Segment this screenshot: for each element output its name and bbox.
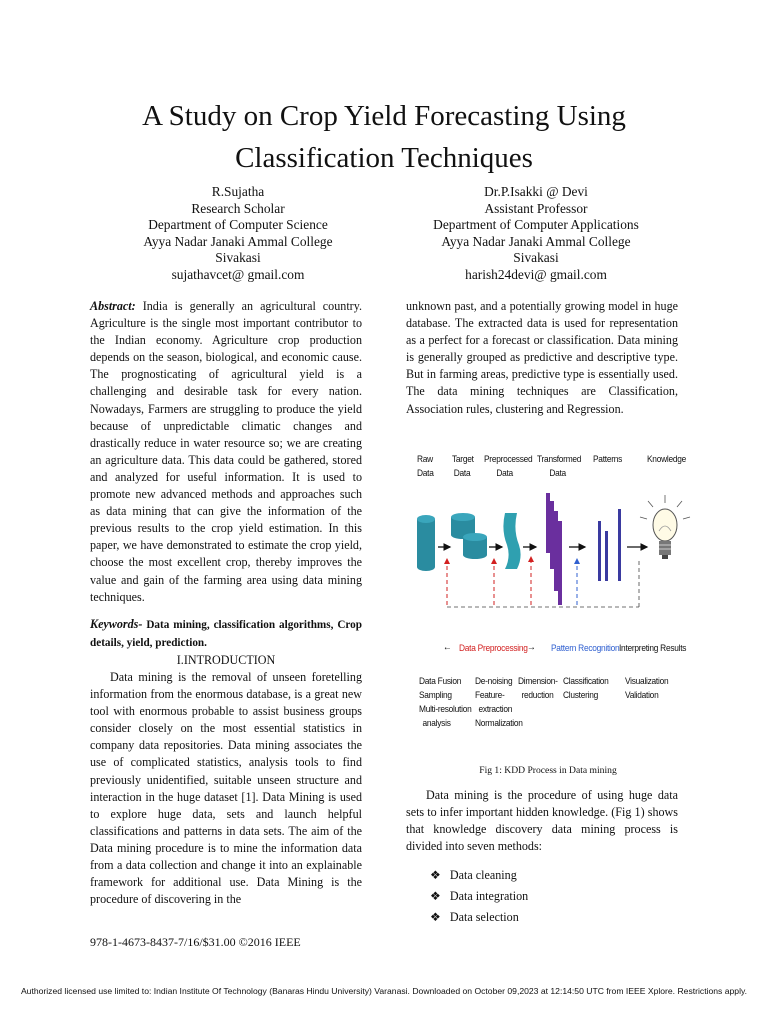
kdd-process-diagram	[403, 445, 693, 765]
label-knowledge: Knowledge	[647, 454, 686, 465]
bullet-item: ❖ Data integration	[430, 889, 529, 904]
title-line-2: Classification Techniques	[235, 142, 533, 174]
methods-bullet-list	[406, 865, 678, 928]
phase-data-preprocessing: Data Preprocessing	[459, 643, 528, 654]
phase-pattern-recognition: Pattern Recognition	[551, 643, 620, 654]
label-preprocessed-data: Preprocessed Data	[484, 454, 533, 479]
label-transformed-data: Transformed Data	[537, 454, 582, 479]
methods-visualization: Visualization Validation	[625, 676, 669, 701]
preprocessed-data-icon	[503, 513, 520, 569]
author-right-role: Assistant Professor	[484, 200, 588, 216]
label-raw-data: Raw Data	[417, 454, 434, 479]
keywords	[90, 616, 362, 652]
author-right-name: Dr.P.Isakki @ Devi	[484, 184, 588, 199]
label-patterns: Patterns	[593, 454, 623, 465]
label-target-data: Target Data	[452, 454, 474, 479]
methods-denoising: De-noising Feature- extraction Normalization	[475, 676, 523, 729]
raw-data-cylinder-icon	[417, 515, 435, 571]
keywords-text: Data mining, classification algorithms, Crop details, yield, prediction.	[90, 618, 362, 649]
paper-title	[0, 95, 768, 179]
right-paragraph-2: Data mining is the procedure of using huge data sets to infer important hidden knowledge. (Fig 1) shows that knowledge discovery data mining process is divided into seven methods:	[406, 788, 678, 854]
abstract-text: India is generally an agricultural country. Agriculture is the single most important contributor to the Indian economy. Agriculture crop production depends on the season, biological, and economic cause. The prognosticating of agricultural yield is a challenging and desirable task for every nation. Nowadays, Farmers are struggling to produce the yield because of unpredictable climatic changes and drastically reduce in water resource so; we are creating an agriculture data. This data could be gathered, stored and analyzed for useful information. It is used to promote new advanced methods and approaches such as data mining that can give the information of the previous results to the crop yield estimation. In this paper, we have demonstrated to estimate the crop yield, choose the most excellent crop, thereby improves the value and gain of the farming area using data mining techniques.	[90, 299, 362, 604]
author-right-dept: Department of Computer Applications	[433, 217, 639, 232]
abstract	[90, 298, 362, 606]
author-left-email: sujathavcet@ gmail.com	[171, 266, 305, 282]
right-column-bottom	[406, 787, 678, 928]
author-left	[68, 184, 408, 283]
methods-data-fusion: Data Fusion Sampling Multi-resolution analysis	[419, 676, 472, 729]
bullet-item: ❖ Data selection	[430, 910, 519, 925]
footer-isbn: 978-1-4673-8437-7/16/$31.00 ©2016 IEEE	[90, 935, 301, 949]
title-line-1: A Study on Crop Yield Forecasting Using	[142, 100, 626, 132]
diamond-bullet-icon: ❖	[430, 889, 441, 904]
author-left-role: Research Scholar	[191, 200, 285, 216]
diamond-bullet-icon: ❖	[430, 868, 441, 883]
diamond-bullet-icon: ❖	[430, 910, 441, 925]
intro-paragraph: Data mining is the removal of unseen foretelling information from the enormous database, is a great new tool with enormous probable to assist business groups consider closely on the most essential statistics in company data repositories. Data mining associates the use of complicated statistics, analysis tools to find previously unidentified, suitable unseen structure and interaction in the huge dataset [1]. Data Mining is used to explore huge data, sets and launch helpful classifications and patterns in data sets. The aim of the Data mining procedure is to mine the information data from a data collection and change it into an explainable framework for additional use. Data Mining is the procedure of discovering in the	[90, 669, 362, 907]
right-column-top	[406, 298, 678, 418]
author-left-city: Sivakasi	[215, 250, 261, 265]
author-left-college: Ayya Nadar Janaki Ammal College	[143, 233, 333, 249]
left-column	[90, 298, 362, 908]
figure-caption: Fig 1: KDD Process in Data mining	[479, 765, 617, 776]
author-left-name: R.Sujatha	[211, 184, 265, 199]
phase-arrow-left: ←	[443, 642, 452, 653]
transformed-data-bars-icon	[546, 493, 562, 605]
methods-dimension-reduction: Dimension- reduction	[518, 676, 558, 701]
phase-interpreting-results: Interpreting Results	[619, 643, 687, 654]
methods-classification: Classification Clustering	[563, 676, 609, 701]
keywords-label: Keywords-	[90, 616, 143, 631]
author-left-dept: Department of Computer Science	[148, 217, 328, 232]
diagram-graphics	[403, 445, 693, 645]
section-heading-introduction: I.INTRODUCTION	[176, 652, 276, 667]
author-right-college: Ayya Nadar Janaki Ammal College	[441, 233, 631, 249]
bullet-item: ❖ Data cleaning	[430, 868, 517, 883]
knowledge-lightbulb-icon	[640, 495, 690, 559]
authorized-use-notice: Authorized licensed use limited to: Indian Institute Of Technology (Banaras Hindu University) Varanasi. Downloaded on October 09,2023 at 12:14:50 UTC from IEEE Xplore. Restrictions apply.	[20, 986, 748, 996]
abstract-label: Abstract:	[90, 299, 136, 313]
author-right	[366, 184, 706, 283]
target-data-cylinders-icon	[451, 513, 487, 559]
phase-arrow-right: →	[527, 642, 536, 653]
author-right-email: harish24devi@ gmail.com	[465, 266, 607, 282]
patterns-bars-icon	[598, 509, 621, 581]
author-right-city: Sivakasi	[513, 250, 559, 265]
right-paragraph-1: unknown past, and a potentially growing model in huge database. The extracted data is used for representation as a perfect for a forecast or classification. Data mining is generally grouped as predictive and descriptive type. But in farming areas, predictive type is essentially used. The data mining techniques are Classification, Association rules, clustering and Regression.	[406, 299, 678, 416]
